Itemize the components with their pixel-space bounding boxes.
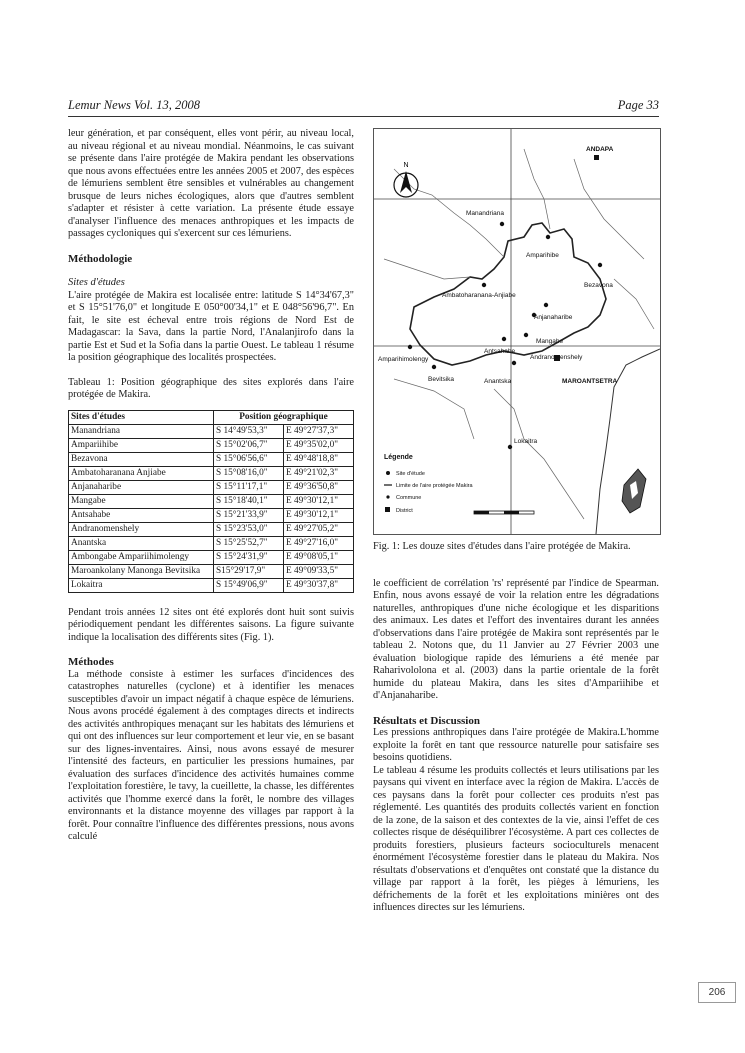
- table-cell-lon: E 49°27'05,2": [284, 522, 354, 536]
- table-row: [69, 466, 354, 480]
- legend-item: Limite de l'aire protégée Makira: [396, 483, 473, 489]
- site-marker: [500, 222, 504, 226]
- label-ambatoharanana: Ambatoharanana-Anjiabe: [442, 292, 516, 299]
- map-graphic: [374, 129, 660, 534]
- label-mangabe: Mangabe: [536, 338, 564, 345]
- label-bezavona: Bezavona: [584, 282, 613, 289]
- table-cell-lon: E 49°21'02,3": [284, 466, 354, 480]
- table-header-sites: Sites d'études: [69, 410, 214, 424]
- running-header: [68, 98, 659, 113]
- table-cell-lat: S15°29'17,9": [214, 564, 284, 578]
- table-row: [69, 564, 354, 578]
- table-body: [69, 424, 354, 592]
- legend-commune-icon: [386, 495, 389, 498]
- table-cell-site: Anantska: [69, 536, 214, 550]
- river: [384, 259, 470, 279]
- table-cell-lon: E 49°36'50,8": [284, 480, 354, 494]
- table-row: [69, 578, 354, 592]
- table-header-row: [69, 410, 354, 424]
- after-table-paragraph: Pendant trois années 12 sites ont été explorés dont huit sont suivis périodiquement pendant les différentes saisons. La figure suivante indique la localisation des différents sites (Fig. 1).: [68, 606, 354, 643]
- table-cell-lat: S 15°24'31,9": [214, 550, 284, 564]
- table-cell-lon: E 49°09'33,5": [284, 564, 354, 578]
- figure-caption: Fig. 1: Les douze sites d'études dans l'aire protégée de Makira.: [373, 541, 631, 552]
- river: [394, 379, 474, 439]
- legend-title: Légende: [384, 454, 413, 461]
- site-marker: [598, 263, 602, 267]
- district-marker: [594, 155, 599, 160]
- river: [494, 389, 584, 519]
- intro-paragraph: leur génération, et par conséquent, elles vont périr, au niveau local, au niveau régional et au niveau mondial. Néanmoins, le cas suivant se présente dans l'aire protégée de Makira pendant les observations que nous avons effectuées entre les années 2005 et 2007, des espèces de lémuriens semblent être sensibles et vulnérables au changement brusque de leurs niches écologiques, alors que d'autres semblent s'adapter et résister à cette variation. La présente étude essaye d'analyser l'influence des menaces anthropiques et les impacts de passages cycloniques qui s'exercent sur ces lémuriens.: [68, 128, 354, 239]
- label-anantska: Anantska: [484, 378, 512, 385]
- north-label: N: [403, 162, 409, 169]
- table-cell-site: Andranomenshely: [69, 522, 214, 536]
- header-rule: [68, 116, 659, 117]
- table-header-position: Position géographique: [214, 410, 354, 424]
- river: [574, 159, 644, 259]
- label-manandriana: Manandriana: [466, 210, 504, 217]
- site-marker: [408, 345, 412, 349]
- table-cell-site: Lokaitra: [69, 578, 214, 592]
- right-paragraph-1: le coefficient de corrélation 'rs' représenté par l'indice de Spearman. Enfin, nous avons essayé de voir la relation entre les dégradations naturelles, anthropiques d'une niche écologique et les disparitions des animaux. Les dates et l'effort des inventaires durant les années d'observations dans l'aire protégée de Makira sont représentés par le tableau 2. Notons que, du 11 Janvier au 27 Février 2003 une évaluation biologique rapide des lémuriens a été menée par Raharivololona et al. (2003) dans la partie orientale de la forêt humide du plateau Makira, dans les sites d'Ampariihibe et d'Anjanaharibe.: [373, 577, 659, 701]
- river: [614, 279, 654, 329]
- heading-methodes: Méthodes: [68, 656, 114, 668]
- table-cell-lon: E 49°30'12,1": [284, 508, 354, 522]
- label-bevitsika: Bevitsika: [428, 376, 455, 383]
- table-cell-lat: S 15°18'40,1": [214, 494, 284, 508]
- label-lokaitra: Lokaitra: [514, 438, 538, 445]
- left-column: [68, 128, 354, 844]
- table-cell-lat: S 15°11'17,1": [214, 480, 284, 494]
- table-row: [69, 452, 354, 466]
- table-cell-lon: E 49°27'16,0": [284, 536, 354, 550]
- right-paragraph-2: Les pressions anthropiques dans l'aire protégée de Makira.L'homme exploite la forêt en tant que ressource naturelle pour satisfaire ses besoins quotidiens.: [373, 727, 659, 763]
- site-marker: [432, 365, 436, 369]
- table-cell-lat: S 14°49'53,3": [214, 424, 284, 438]
- table-cell-lon: E 49°30'12,1": [284, 494, 354, 508]
- label-andranomenshely: Andranomenshely: [530, 354, 583, 361]
- table-cell-site: Maroankolany Manonga Bevitsika: [69, 564, 214, 578]
- legend-item: Site d'étude: [396, 471, 425, 477]
- page-number: Page 33: [617, 98, 659, 112]
- scale-bar: [474, 511, 534, 514]
- table-cell-lon: E 49°08'05,1": [284, 550, 354, 564]
- table-cell-lon: E 49°35'02,0": [284, 438, 354, 452]
- right-paragraph-3: Le tableau 4 résume les produits collectés et leurs utilisations par les paysans qui vivent en interface avec la région de Makira. L'accès de ces paysans dans la forêt pour collecter ces produits n'est pas réglementé. Les quantités des produits collectés varient en fonction de la zone, de la saison et des contextes de la vie, ainsi l'effet de ces collectes risque de déséquilibrer l'écosystème. A part ces collectes de produits forestiers, plusieurs facteurs socioculturels menacent énormément l'écosystème forestier dans le plateau du Makira. Nos résultats d'observations et d'enquêtes ont constaté que la distance du village par rapport à la forêt, les pièges à lémuriens, les défrichements de la forêt et les exploitations minières ont des influences directes sur les lémuriens.: [373, 764, 659, 913]
- table-row: [69, 522, 354, 536]
- table-cell-site: Anjanaharibe: [69, 480, 214, 494]
- table-cell-lon: E 49°30'37,8": [284, 578, 354, 592]
- table-cell-lon: E 49°48'18,8": [284, 452, 354, 466]
- heading-sites: Sites d'études: [68, 277, 125, 288]
- table-cell-lat: S 15°06'56,6": [214, 452, 284, 466]
- table-row: [69, 508, 354, 522]
- label-anjanaharibe: Anjanaharibe: [534, 314, 573, 321]
- table-cell-site: Ambatoharanana Anjiabe: [69, 466, 214, 480]
- heading-resultats: Résultats et Discussion: [373, 714, 480, 727]
- table-cell-lat: S 15°49'06,9": [214, 578, 284, 592]
- legend-item: District: [396, 508, 413, 514]
- methodes-paragraph: La méthode consiste à estimer les surfaces d'incidences des catastrophes naturelles (cyclone) et à identifier les menaces susceptibles d'avoir un impact négatif à chaque espèce de lémuriens. Nous avons procédé également à des comptages directs et indirects des activités anthropiques menaçant sur les habitats des lémuriens et qui ont des influences sur leur comportement et leur vie, en se basant sur des lignes-inventaires. Ainsi, nous avons essayé de mesurer l'intensité des facteurs, en particulier les pressions humaines, par évaluation des surfaces d'incidence des activités humaines comme l'exploitation forestière, le tavy, la cueillette, la chasse, les différentes activités que l'homme exercé dans la forêt, le nombre des villages environnants et la distance moyenne des villages par rapport à la forêt. Pour connaître l'influence des différentes pressions, nous avons calculé: [68, 668, 354, 842]
- map-legend: [384, 454, 474, 514]
- table-row: [69, 494, 354, 508]
- table-cell-lat: S 15°23'53,0": [214, 522, 284, 536]
- site-marker: [524, 333, 528, 337]
- label-ampariihibe: Amparihibe: [526, 252, 559, 259]
- table-row: [69, 438, 354, 452]
- table-cell-lon: E 49°27'37,3": [284, 424, 354, 438]
- site-marker: [482, 283, 486, 287]
- page-tag: 206: [698, 982, 736, 1003]
- site-labels: [378, 146, 618, 445]
- site-marker: [546, 235, 550, 239]
- compass-rose-logo: [622, 469, 646, 513]
- legend-item: Commune: [396, 495, 422, 501]
- table-cell-lat: S 15°08'16,0": [214, 466, 284, 480]
- sites-table: [68, 410, 354, 593]
- site-marker: [512, 361, 516, 365]
- legend-district-icon: [385, 507, 390, 512]
- label-maroantsetra: MAROANTSETRA: [562, 378, 618, 385]
- table-cell-site: Antsahabe: [69, 508, 214, 522]
- table-cell-site: Ampariihibe: [69, 438, 214, 452]
- table-cell-site: Manandriana: [69, 424, 214, 438]
- site-marker: [502, 337, 506, 341]
- site-marker: [508, 445, 512, 449]
- table-cell-site: Ambongabe Ampariihimolengy: [69, 550, 214, 564]
- table-caption: Tableau 1: Position géographique des sites explorés dans l'aire protégée de Makira.: [68, 376, 354, 400]
- table-cell-lat: S 15°02'06,7": [214, 438, 284, 452]
- journal-title: Lemur News Vol. 13, 2008: [68, 98, 200, 112]
- sites-paragraph: L'aire protégée de Makira est localisée entre: latitude S 14°34'67,3" et S 15°51'76,0" et longitude E 050°00'34,1" et E 048°56'96,7". En fait, le site est écheval entre trois régions de Nord Est de Madagascar: la Sava, dans la partie Nord, l'Analanjirofo dans la partie Est et Sud et la Sofia dans la partie Ouest. Le tableau 1 résume la position géographique des localités prospectées.: [68, 289, 354, 363]
- table-cell-lat: S 15°21'33,9": [214, 508, 284, 522]
- label-ampariihimolengy: Amparihimolengy: [378, 356, 429, 363]
- table-row: [69, 550, 354, 564]
- table-row: [69, 480, 354, 494]
- legend-site-icon: [386, 471, 390, 475]
- table-row: [69, 536, 354, 550]
- right-column: [373, 128, 659, 915]
- table-cell-site: Bezavona: [69, 452, 214, 466]
- table-cell-lat: S 15°25'52,7": [214, 536, 284, 550]
- table-cell-site: Mangabe: [69, 494, 214, 508]
- river: [524, 149, 550, 229]
- label-antsahabe: Antsahabe: [484, 348, 516, 355]
- site-marker: [544, 303, 548, 307]
- table-row: [69, 424, 354, 438]
- label-andapa: ANDAPA: [586, 146, 614, 153]
- heading-methodologie: Méthodologie: [68, 252, 133, 265]
- study-sites-map: [373, 128, 661, 535]
